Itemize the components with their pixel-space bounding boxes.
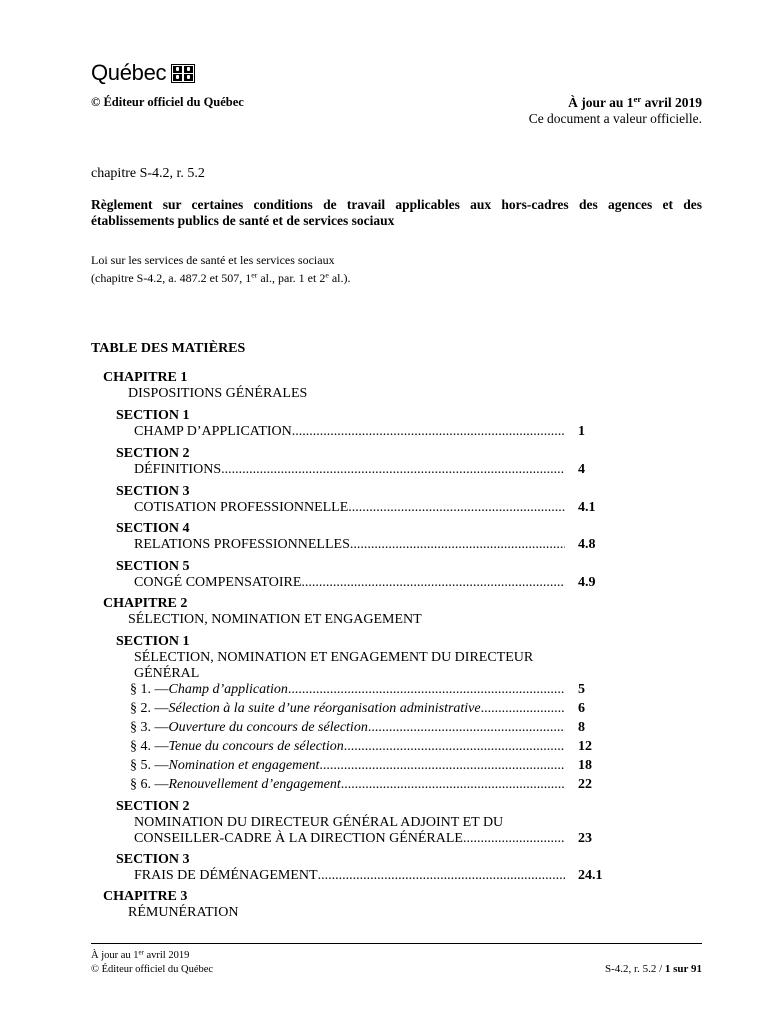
leader-dots xyxy=(344,739,565,755)
quebec-logo xyxy=(91,58,195,88)
law-reference: (chapitre S-4.2, a. 487.2 et 507, 1er al., par. 1 et 2e al.). xyxy=(91,270,351,285)
toc-entry[interactable]: SÉLECTION, NOMINATION ET ENGAGEMENT DU DIRECTEUR xyxy=(134,650,534,665)
leader-dots xyxy=(348,500,565,516)
toc-subsection[interactable]: § 5. — Nomination et engagement ..... xyxy=(130,758,565,774)
toc-section-label[interactable]: SECTION 2 xyxy=(116,799,190,814)
logo-wordmark: Québec xyxy=(91,60,167,85)
toc-subsection[interactable]: § 3. — Ouverture du concours de sélection ..... xyxy=(130,720,565,736)
enabling-law xyxy=(91,251,350,287)
toc-chapter-3[interactable]: CHAPITRE 3 xyxy=(103,889,188,904)
toc-chapter-2-title[interactable]: SÉLECTION, NOMINATION ET ENGAGEMENT xyxy=(128,612,422,627)
leader-dots xyxy=(318,868,565,884)
footer-publisher: © Éditeur officiel du Québec xyxy=(91,964,214,975)
toc-article-number: 5 xyxy=(578,682,585,697)
toc-article-number: 4.9 xyxy=(578,575,596,590)
footer-divider xyxy=(91,943,702,944)
update-date: À jour au 1er avril 2019 xyxy=(568,94,702,110)
chapter-reference: chapitre S-4.2, r. 5.2 xyxy=(91,166,205,181)
toc-entry[interactable]: NOMINATION DU DIRECTEUR GÉNÉRAL ADJOINT ET DU xyxy=(134,815,504,830)
toc-article-number: 4.1 xyxy=(578,500,596,515)
toc-chapter-2[interactable]: CHAPITRE 2 xyxy=(103,596,188,611)
toc-section-label[interactable]: SECTION 3 xyxy=(116,852,190,867)
leader-dots xyxy=(350,537,565,553)
page-number: 1 sur 91 xyxy=(664,963,702,975)
toc-subsection[interactable]: § 6. — Renouvellement d’engagement ..... xyxy=(130,777,565,793)
toc-entry[interactable]: FRAIS DE DÉMÉNAGEMENT ..... xyxy=(134,868,565,884)
toc-subsection[interactable]: § 2. — Sélection à la suite d’une réorganisation administrative ..... xyxy=(130,701,565,717)
leader-dots xyxy=(481,701,565,717)
update-status xyxy=(529,95,702,127)
toc-section-label[interactable]: SECTION 4 xyxy=(116,521,190,536)
toc-section-label[interactable]: SECTION 1 xyxy=(116,634,190,649)
toc-article-number: 12 xyxy=(578,739,592,754)
leader-dots xyxy=(319,758,565,774)
toc-article-number: 22 xyxy=(578,777,592,792)
toc-entry[interactable]: RELATIONS PROFESSIONNELLES ..... xyxy=(134,537,565,553)
leader-dots xyxy=(288,682,565,698)
leader-dots xyxy=(341,777,565,793)
toc-chapter-3-title[interactable]: RÉMUNÉRATION xyxy=(128,905,239,920)
toc-section-label[interactable]: SECTION 5 xyxy=(116,559,190,574)
law-name: Loi sur les services de santé et les services sociaux xyxy=(91,253,335,267)
toc-entry[interactable]: CONGÉ COMPENSATOIRE ..... xyxy=(134,575,565,591)
toc-entry-continued[interactable]: CONSEILLER-CADRE À LA DIRECTION GÉNÉRALE ..... xyxy=(134,831,565,847)
leader-dots xyxy=(221,462,565,478)
toc-subsection[interactable]: § 1. — Champ d’application ..... xyxy=(130,682,565,698)
toc-chapter-1[interactable]: CHAPITRE 1 xyxy=(103,370,188,385)
toc-article-number: 4.8 xyxy=(578,537,596,552)
toc-section-label[interactable]: SECTION 1 xyxy=(116,408,190,423)
regulation-title: Règlement sur certaines conditions de travail applicables aux hors-cadres des agences et des établissements publics de santé et de services sociaux xyxy=(91,197,702,228)
leader-dots xyxy=(292,424,565,440)
toc-entry-continued[interactable]: GÉNÉRAL xyxy=(134,666,200,681)
fleur-de-lis-flag-icon xyxy=(171,64,195,83)
toc-section-label[interactable]: SECTION 2 xyxy=(116,446,190,461)
toc-article-number: 1 xyxy=(578,424,585,439)
toc-article-number: 4 xyxy=(578,462,585,477)
toc-article-number: 23 xyxy=(578,831,592,846)
toc-article-number: 8 xyxy=(578,720,585,735)
toc-section-label[interactable]: SECTION 3 xyxy=(116,484,190,499)
leader-dots xyxy=(301,575,565,591)
leader-dots xyxy=(368,720,565,736)
toc-heading: TABLE DES MATIÈRES xyxy=(91,341,246,356)
toc-subsection[interactable]: § 4. — Tenue du concours de sélection ..... xyxy=(130,739,565,755)
toc-article-number: 6 xyxy=(578,701,585,716)
page-indicator: S-4.2, r. 5.2 / 1 sur 91 xyxy=(605,963,702,975)
toc-article-number: 18 xyxy=(578,758,592,773)
publisher-label: © Éditeur officiel du Québec xyxy=(91,95,244,109)
toc-entry[interactable]: COTISATION PROFESSIONNELLE ..... xyxy=(134,500,565,516)
footer-info xyxy=(91,949,213,977)
toc-entry[interactable]: DÉFINITIONS ..... xyxy=(134,462,565,478)
validity-note: Ce document a valeur officielle. xyxy=(528,111,702,126)
toc-article-number: 24.1 xyxy=(578,868,603,883)
footer-update-date: À jour au 1er avril 2019 xyxy=(91,949,190,961)
leader-dots xyxy=(463,831,565,847)
toc-entry[interactable]: CHAMP D’APPLICATION ..... xyxy=(134,424,565,440)
toc-chapter-1-title[interactable]: DISPOSITIONS GÉNÉRALES xyxy=(128,386,308,401)
